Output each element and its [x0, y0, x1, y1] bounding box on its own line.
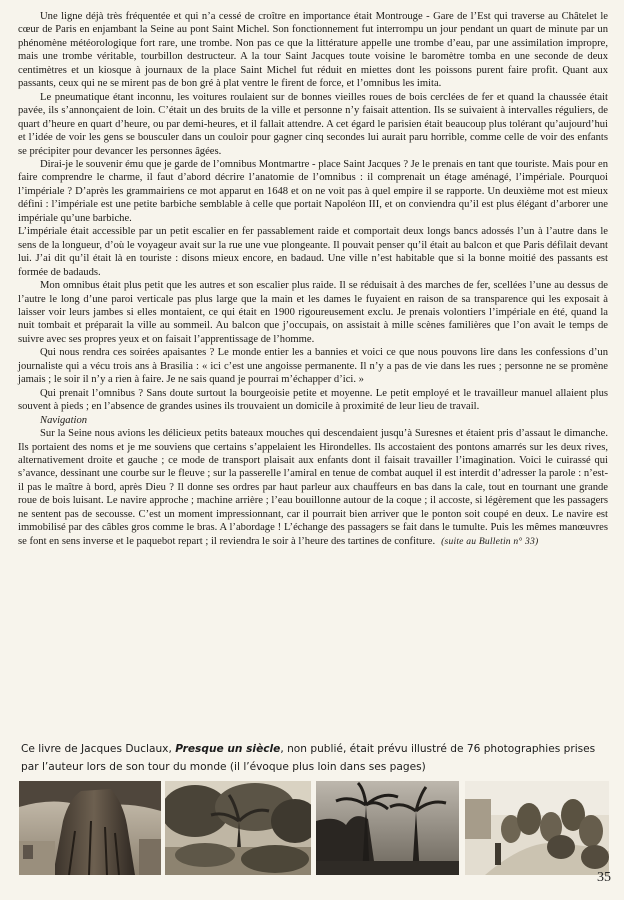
tree-trunk-image: [19, 781, 161, 875]
caption-book-title: Presque un siècle: [175, 743, 281, 755]
page-number: 35: [597, 870, 611, 885]
paragraph-my-omnibus: Mon omnibus était plus petit que les autres et son escalier plus raide. Il se réduisait à des marches de fer, scellées l’une au dessus de l’autre le long d’une paroi verticale pas plus large que la main et les dames le fuyaient en raison de sa transparence qui les exposait à laisser voir leurs jambes si elles montaient, ce qui était en 1900 rigoureusement exclu. Je prenais volontiers l’impériale en été, quand la nuit tombait et préparait la ville au sommeil. Au balcon que j’occupais, on assistait à mille scènes familières que l’on avait le temps de suivre avec ses propres yeux et on faisait l’apprentissage de l’homme.: [18, 280, 608, 345]
navigation-text: Sur la Seine nous avions les délicieux petits bateaux mouches qui descendaient jusqu’à Suresnes et étaient pris d’assaut le dimanche. Ils portaient des noms et je me souviens que certains s’appelaient les Hirondelles. Ils accostaient des pontons amarrés sur les deux rives, alternativement droite et gauche ; ce mode de transport plaisait aux enfants dont il faisait travailler l’imagination. Voici le cuirassé qui s’avance, dessinant une courbe sur le fleuve ; sur la passerelle l’amiral en tenue de combat auquel il est interdit d’adresser la parole : n’est-il pas le maître à bord, après Dieu ? Il donne ses ordres par haut parleur aux chauffeurs en bas dans la cale, tout en tournant une grande roue de bois luisant. Le navire approche ; machine arrière ; l’eau bouillonne autour de la coque ; il accoste, si légèrement que les passagers ne sentent pas de secousse. C’est un moment impressionnant, car il pourrait bien arriver que le ponton soit coupé en deux. Le navire est immobilisé par des câbles gros comme le bras. A l’abordage ! L’échange des passagers se fait dans le tumulte. Puis les mêmes manœuvres se font en sens inverse et le paquebot repart ; il reviendra le soir à l’heure des tartines de confiture.: [18, 428, 608, 547]
caption-text-after: , non publié, était prévu illustré de 76 photographies prises par l’auteur lors de son tour du monde (il l’évoque plus loin dans ses pages): [21, 743, 596, 773]
photo-giant-tree-trunk: [19, 781, 161, 875]
photo-palm-silhouettes: [316, 781, 459, 875]
continuation-note: (suite au Bulletin n° 33): [441, 535, 539, 547]
cactus-path-image: [465, 781, 609, 875]
paragraph-pneumatic: Le pneumatique étant inconnu, les voitures roulaient sur de bonnes vieilles roues de bois cerclées de fer et quand la chaussée était pavée, ils s’annonçaient de loin. C’était un des bruits de la ville et personne n’y faisait attention. Ils se suivaient à intervalles réguliers, de quart d’heure en quart d’heure, ou par demi-heures, et il fallait attendre. A cet égard le parisien était beaucoup plus tolérant qu’aujourd’hui et l’idée de voir les gens se bousculer dans un couloir pour gagner cinq secondes lui aurait paru horrible, comme celle de voir des enfants se précipiter pour devancer les personnes âgées.: [18, 91, 608, 157]
photo-tropical-garden: [165, 781, 311, 875]
article-body: [18, 10, 608, 548]
palm-silhouettes-image: [316, 781, 459, 875]
photo-cactus-path: [465, 781, 609, 875]
photo-strip: [19, 781, 609, 875]
paragraph-omnibus-montmartre: Dirai-je le souvenir ému que je garde de l’omnibus Montmartre - place Saint Jacques ? Je le prenais en tant que touriste. Mais pour en faire comprendre le charme, il faut d’abord décrire l’anatomie de l’omnibus : il comprenait un étage aménagé, l’impériale. Pourquoi l’impériale ? D’après les grammairiens ce mot apparut en 1648 et on ne voit pas à quel empire il se rapporte. Un deuxième mot est mieux défini : l’impériale est une petite barbiche semblable à celle que portait Napoléon III, et on conviendra qu’il est plus élégant d’arborer une impériale qu’une barbiche.: [18, 158, 608, 224]
paragraph-who-took-omnibus: Qui prenait l’omnibus ? Sans doute surtout la bourgeoisie petite et moyenne. Le petit employé et le travailleur manuel allaient plus souvent à pieds ; en l’absence de grandes usines ils trouvaient un domicile à proximité de leur lieu de travail.: [18, 387, 608, 413]
paragraph-montrouge-line: Une ligne déjà très fréquentée et qui n’a cessé de croître en importance était Montrouge - Gare de l’Est qui traverse au Châtelet le cœur de Paris en enjambant la Seine au pont Saint Michel. Son fonctionnement fut interrompu un jour pendant un quart de minute par un phénomène météorologique fort rare, une trombe. Non pas ce que la littérature appelle une trombe d’eau, par une assimilation impropre, mais une trombe véritable, tourbillon destructeur. A la tour Saint Jacques toute voisine le baromètre tomba en une seconde de deux centimètres et un kiosque à journaux de la place Saint Michel fut réduit en miettes dont les poissons purent faire profit. Quant aux passants, ceux qui ne se mirent pas de bon gré à plat ventre le firent de force, et l’omnibus les imita.: [18, 11, 608, 90]
paragraph-imperiale: L’impériale était accessible par un petit escalier en fer passablement raide et comportait deux longs bancs adossés l’un à l’autre dans le sens de la longueur, d’où le voyageur avait sur la rue une vue plongeante. Il pouvait penser qu’il était au balcon et que Paris défilait devant lui. J’ai dit qu’il était là en touriste : disons mieux encore, en badaud. Une ville n’est habitable que si la bonne moitié des passants est formée de badauds.: [18, 226, 608, 278]
caption-text-before: Ce livre de Jacques Duclaux,: [21, 743, 176, 755]
tropical-garden-image: [165, 781, 311, 875]
paragraph-navigation: [18, 427, 608, 548]
photo-caption: [21, 741, 611, 776]
paragraph-evenings: Qui nous rendra ces soirées apaisantes ? Le monde entier les a bannies et voici ce que nous pouvons lire dans les confessions d’un journaliste qui a vécu trois ans à Brasilia : « ici c’est une angoisse permanente. Il n’y a pas de vie dans les rues ; personne ne se promène jamais ; le soir il n’y a rien à faire. Je ne sais quand je pourrai m’échapper d’ici. »: [18, 347, 608, 386]
section-heading-navigation: Navigation: [40, 414, 88, 426]
